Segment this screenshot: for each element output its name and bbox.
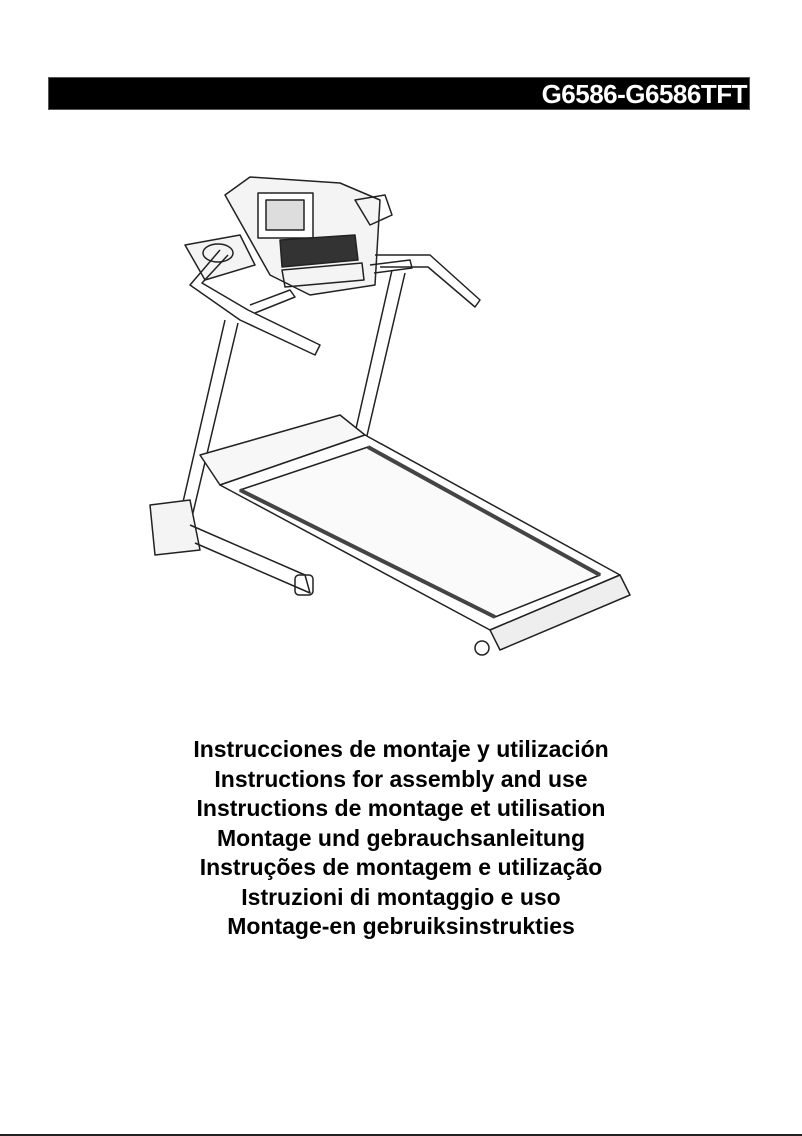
model-banner xyxy=(48,77,750,110)
model-number: G6586-G6586TFT xyxy=(541,79,747,109)
title-portuguese: Instruções de montagem e utilização xyxy=(199,854,603,880)
title-english: Instructions for assembly and use xyxy=(214,765,588,792)
title-italian: Istruzioni di montaggio e uso xyxy=(241,883,561,910)
title-german: Montage und gebrauchsanleitung xyxy=(216,824,585,851)
title-spanish: Instrucciones de montaje y utilización xyxy=(193,736,609,762)
title-dutch: Montage-en gebruiksinstrukties xyxy=(227,913,575,939)
treadmill-icon xyxy=(130,155,650,665)
manual-titles xyxy=(0,735,802,942)
title-french: Instructions de montage et utilisation xyxy=(196,795,606,821)
